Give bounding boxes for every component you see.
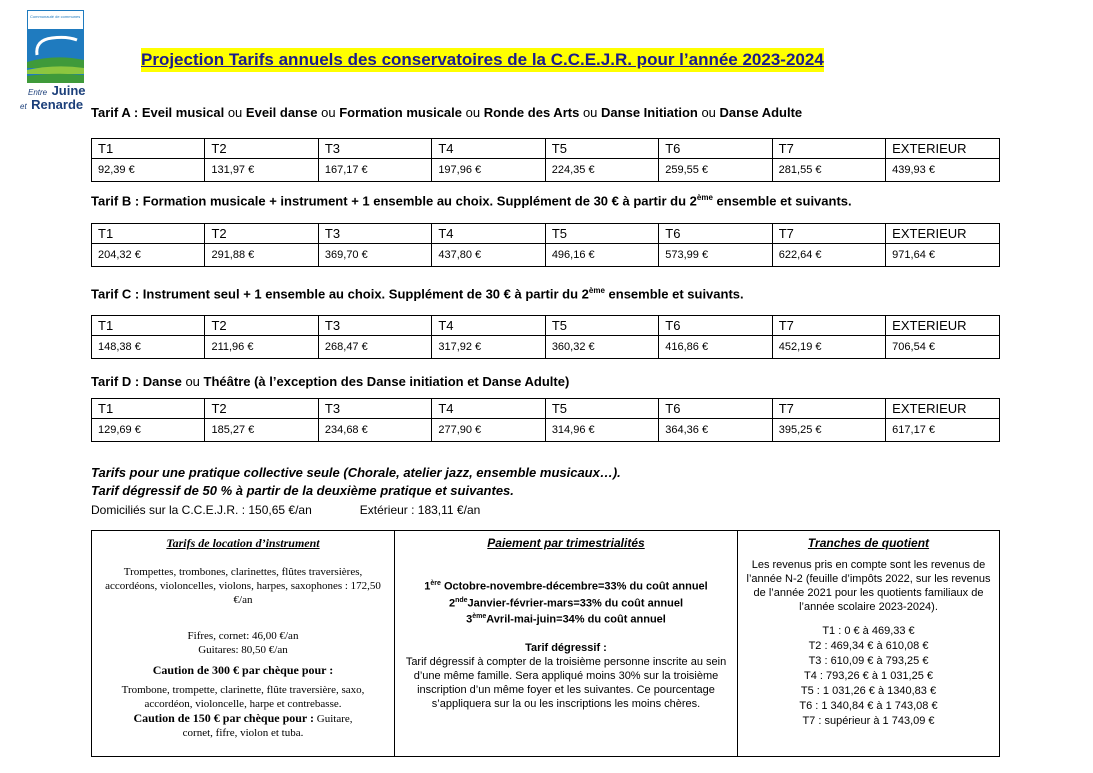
table-cell: 281,55 €	[772, 159, 885, 182]
table-cell: 259,55 €	[659, 159, 772, 182]
table-cell: 364,36 €	[659, 419, 772, 442]
table-header: T2	[205, 316, 318, 336]
tarif-a-heading: Tarif A : Eveil musical ou Eveil danse ou Formation musicale ou Ronde des Arts ou Danse Initiation ou Danse Adulte	[91, 105, 803, 120]
table-cell: 234,68 €	[318, 419, 431, 442]
table-header: T1	[92, 139, 205, 159]
location-box: Tarifs de location d’instrument Trompettes, trombones, clarinettes, flûtes traversières, accordéons, violoncelles, violons, harpes, saxophones : 172,50 €/an Fifres, cornet: 46,00 €/an Guitares: 80,50 €/an Caution de 300 € par chèque pour : Trombone, trompette, clarinette, flûte traversière, saxo, accordéon, violoncelle, harpe et contrebasse. Caution de 150 € par chèque pour : Guitare, cornet, fifre, violon et tuba.	[91, 530, 395, 757]
tarif-c-table	[91, 315, 1000, 359]
list-item: T1 : 0 € à 469,33 €	[822, 625, 915, 637]
table-cell: 204,32 €	[92, 244, 205, 267]
table-cell: 439,93 €	[886, 159, 1000, 182]
table-header: T5	[545, 316, 658, 336]
table-header: T2	[205, 399, 318, 419]
table-cell: 416,86 €	[659, 336, 772, 359]
table-cell: 369,70 €	[318, 244, 431, 267]
collective-prices: Domiciliés sur la C.C.E.J.R. : 150,65 €/an Extérieur : 183,11 €/an	[91, 503, 481, 517]
table-header: T7	[772, 399, 885, 419]
table-header: EXTERIEUR	[886, 139, 1000, 159]
table-cell: 167,17 €	[318, 159, 431, 182]
table-cell: 573,99 €	[659, 244, 772, 267]
table-cell: 706,54 €	[886, 336, 1000, 359]
table-cell: 268,47 €	[318, 336, 431, 359]
table-header: T6	[659, 139, 772, 159]
quotient-box: Tranches de quotient Les revenus pris en compte sont les revenus de l’année N-2 (feuille d’impôts 2022, sur les revenus de l’année 2021 pour les quotients familiaux de l’année scolaire 2023-2024). T1 : 0 € à 469,33 € T2 : 469,34 € à 610,08 € T3 : 610,09 € à 793,25 € T4 : 793,26 € à 1 031,25 € T5 : 1 031,26 € à 1340,83 € T6 : 1 340,84 € à 1 743,08 € T7 : supérieur à 1 743,09 €	[737, 530, 1000, 757]
list-item: T6 : 1 340,84 € à 1 743,08 €	[799, 700, 938, 712]
table-header: T4	[432, 399, 545, 419]
table-cell: 437,80 €	[432, 244, 545, 267]
table-header: T4	[432, 139, 545, 159]
table-cell: 452,19 €	[772, 336, 885, 359]
table-header: T4	[432, 316, 545, 336]
table-header: T4	[432, 224, 545, 244]
collective-note: Tarifs pour une pratique collective seule (Chorale, atelier jazz, ensemble musicaux…). Tarif dégressif de 50 % à partir de la deuxième pratique et suivantes.	[91, 465, 621, 498]
tarif-c-heading: Tarif C : Instrument seul + 1 ensemble au choix. Supplément de 30 € à partir du 2ème ensemble et suivants.	[91, 286, 744, 302]
tarif-a-table	[91, 138, 1000, 182]
table-cell: 317,92 €	[432, 336, 545, 359]
table-cell: 971,64 €	[886, 244, 1000, 267]
tarif-b-heading: Tarif B : Formation musicale + instrument + 1 ensemble au choix. Supplément de 30 € à partir du 2ème ensemble et suivants.	[91, 193, 852, 209]
table-cell: 129,69 €	[92, 419, 205, 442]
list-item: T4 : 793,26 € à 1 031,25 €	[803, 670, 934, 682]
tarif-d-table	[91, 398, 1000, 442]
table-cell: 395,25 €	[772, 419, 885, 442]
landscape-icon	[27, 10, 84, 83]
paiement-box: Paiement par trimestrialités 1ère Octobre-novembre-décembre=33% du coût annuel 2ndeJanvier-février-mars=33% du coût annuel 3èmeAvril-mai-juin=34% du coût annuel Tarif dégressif : Tarif dégressif à compter de la troisième personne inscrite au sein d’une même famille. Sera appliqué moins 30% sur la troisième inscription d’un même foyer et les suivantes. Ce pourcentage s’appliquera sur la ou les inscriptions les moins chères.	[394, 530, 738, 757]
table-cell: 185,27 €	[205, 419, 318, 442]
quotient-heading: Tranches de quotient	[807, 536, 930, 550]
table-cell: 314,96 €	[545, 419, 658, 442]
paiement-heading: Paiement par trimestrialités	[487, 536, 645, 550]
table-header: T5	[545, 399, 658, 419]
table-cell: 148,38 €	[92, 336, 205, 359]
table-header: T3	[318, 139, 431, 159]
table-cell: 622,64 €	[772, 244, 885, 267]
table-cell: 496,16 €	[545, 244, 658, 267]
table-header: T6	[659, 399, 772, 419]
table-header: T2	[205, 139, 318, 159]
table-header: T6	[659, 316, 772, 336]
table-cell: 360,32 €	[545, 336, 658, 359]
table-header: T1	[92, 399, 205, 419]
table-header: T5	[545, 224, 658, 244]
table-cell: 277,90 €	[432, 419, 545, 442]
table-cell: 197,96 €	[432, 159, 545, 182]
table-header: T1	[92, 316, 205, 336]
table-cell: 131,97 €	[205, 159, 318, 182]
table-header: T6	[659, 224, 772, 244]
tarif-d-heading: Tarif D : Danse ou Théâtre (à l’exception des Danse initiation et Danse Adulte)	[91, 374, 570, 389]
table-cell: 92,39 €	[92, 159, 205, 182]
table-cell: 291,88 €	[205, 244, 318, 267]
logo	[20, 10, 86, 115]
list-item: T7 : supérieur à 1 743,09 €	[802, 715, 935, 727]
table-header: EXTERIEUR	[886, 224, 1000, 244]
table-header: T3	[318, 224, 431, 244]
table-header: T3	[318, 316, 431, 336]
table-header: T3	[318, 399, 431, 419]
table-header: T2	[205, 224, 318, 244]
list-item: T2 : 469,34 € à 610,08 €	[808, 640, 929, 652]
table-header: EXTERIEUR	[886, 399, 1000, 419]
table-cell: 211,96 €	[205, 336, 318, 359]
table-cell: 224,35 €	[545, 159, 658, 182]
list-item: T3 : 610,09 € à 793,25 €	[808, 655, 929, 667]
table-header: T5	[545, 139, 658, 159]
table-header: T1	[92, 224, 205, 244]
table-header: T7	[772, 139, 885, 159]
logo-emblem	[27, 10, 84, 83]
table-header: T7	[772, 316, 885, 336]
table-header: EXTERIEUR	[886, 316, 1000, 336]
logo-top-text: Communauté de communes	[30, 14, 81, 19]
page-title: Projection Tarifs annuels des conservatoires de la C.C.E.J.R. pour l’année 2023-2024	[141, 48, 824, 72]
logo-text: Entre Juine et Renarde	[20, 83, 86, 112]
table-header: T7	[772, 224, 885, 244]
table-cell: 617,17 €	[886, 419, 1000, 442]
tarif-b-table	[91, 223, 1000, 267]
location-heading: Tarifs de location d’instrument	[166, 536, 320, 550]
list-item: T5 : 1 031,26 € à 1340,83 €	[800, 685, 937, 697]
